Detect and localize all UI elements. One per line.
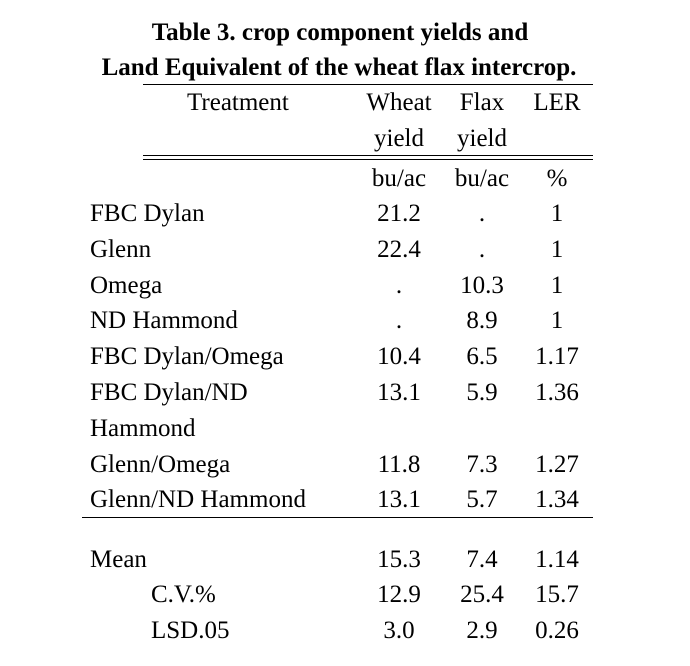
header-ler: LER [533,89,581,116]
row-label-continued: Hammond [90,415,196,442]
row-ler: 1 [550,236,564,263]
row-ler: 1 [550,200,564,227]
row-flax-yield: 5.9 [466,379,498,406]
row-wheat-yield: . [395,307,403,334]
header-flax-line2: yield [457,125,507,152]
stat-label: Mean [90,546,147,573]
header-rule-2 [143,159,593,160]
row-wheat-yield: 21.2 [377,200,421,227]
unit-wheat: bu/ac [371,165,427,192]
stat-wheat: 3.0 [383,617,415,644]
row-wheat-yield: 11.8 [377,451,421,478]
row-label: FBC Dylan/Omega [90,343,284,370]
row-ler: 1 [550,272,564,299]
row-label: Omega [90,272,163,299]
stat-ler: 0.26 [535,617,579,644]
row-wheat-yield: 13.1 [377,379,421,406]
stat-ler: 1.14 [535,546,579,573]
row-ler: 1.27 [535,451,579,478]
stat-wheat: 15.3 [377,546,421,573]
row-label: FBC Dylan/ND [90,379,248,406]
stat-ler: 15.7 [535,581,579,608]
row-label: Glenn/Omega [90,451,231,478]
row-flax-yield: 10.3 [460,272,504,299]
row-wheat-yield: . [395,272,403,299]
row-label: Glenn [90,236,152,263]
unit-ler: % [546,165,568,192]
stat-label: C.V.% [151,581,216,608]
stat-flax: 25.4 [460,581,504,608]
row-label: FBC Dylan [90,200,205,227]
row-ler: 1.17 [535,343,579,370]
header-flax-line1: Flax [459,89,505,116]
unit-flax: bu/ac [454,165,510,192]
row-flax-yield: . [478,200,486,227]
stat-flax: 7.4 [466,546,498,573]
row-flax-yield: 8.9 [466,307,498,334]
row-label: ND Hammond [90,307,238,334]
row-ler: 1.34 [535,486,579,513]
row-flax-yield: 5.7 [466,486,498,513]
row-wheat-yield: 13.1 [377,486,421,513]
body-rule [82,517,593,518]
stat-label: LSD.05 [151,617,230,644]
table-title-line-1: Table 3. crop component yields and [151,19,529,46]
row-flax-yield: 6.5 [466,343,498,370]
row-flax-yield: 7.3 [466,451,498,478]
header-wheat-line2: yield [374,125,424,152]
row-label: Glenn/ND Hammond [90,486,306,513]
header-rule-1 [143,155,593,156]
stat-flax: 2.9 [466,617,498,644]
row-wheat-yield: 22.4 [377,236,421,263]
stat-wheat: 12.9 [377,581,421,608]
table-title-line-2: Land Equivalent of the wheat flax intercrop. [101,54,577,81]
top-rule [143,84,593,85]
row-flax-yield: . [478,236,486,263]
row-ler: 1 [550,307,564,334]
header-wheat-line1: Wheat [366,89,432,116]
header-treatment: Treatment [187,89,289,116]
row-wheat-yield: 10.4 [377,343,421,370]
row-ler: 1.36 [535,379,579,406]
